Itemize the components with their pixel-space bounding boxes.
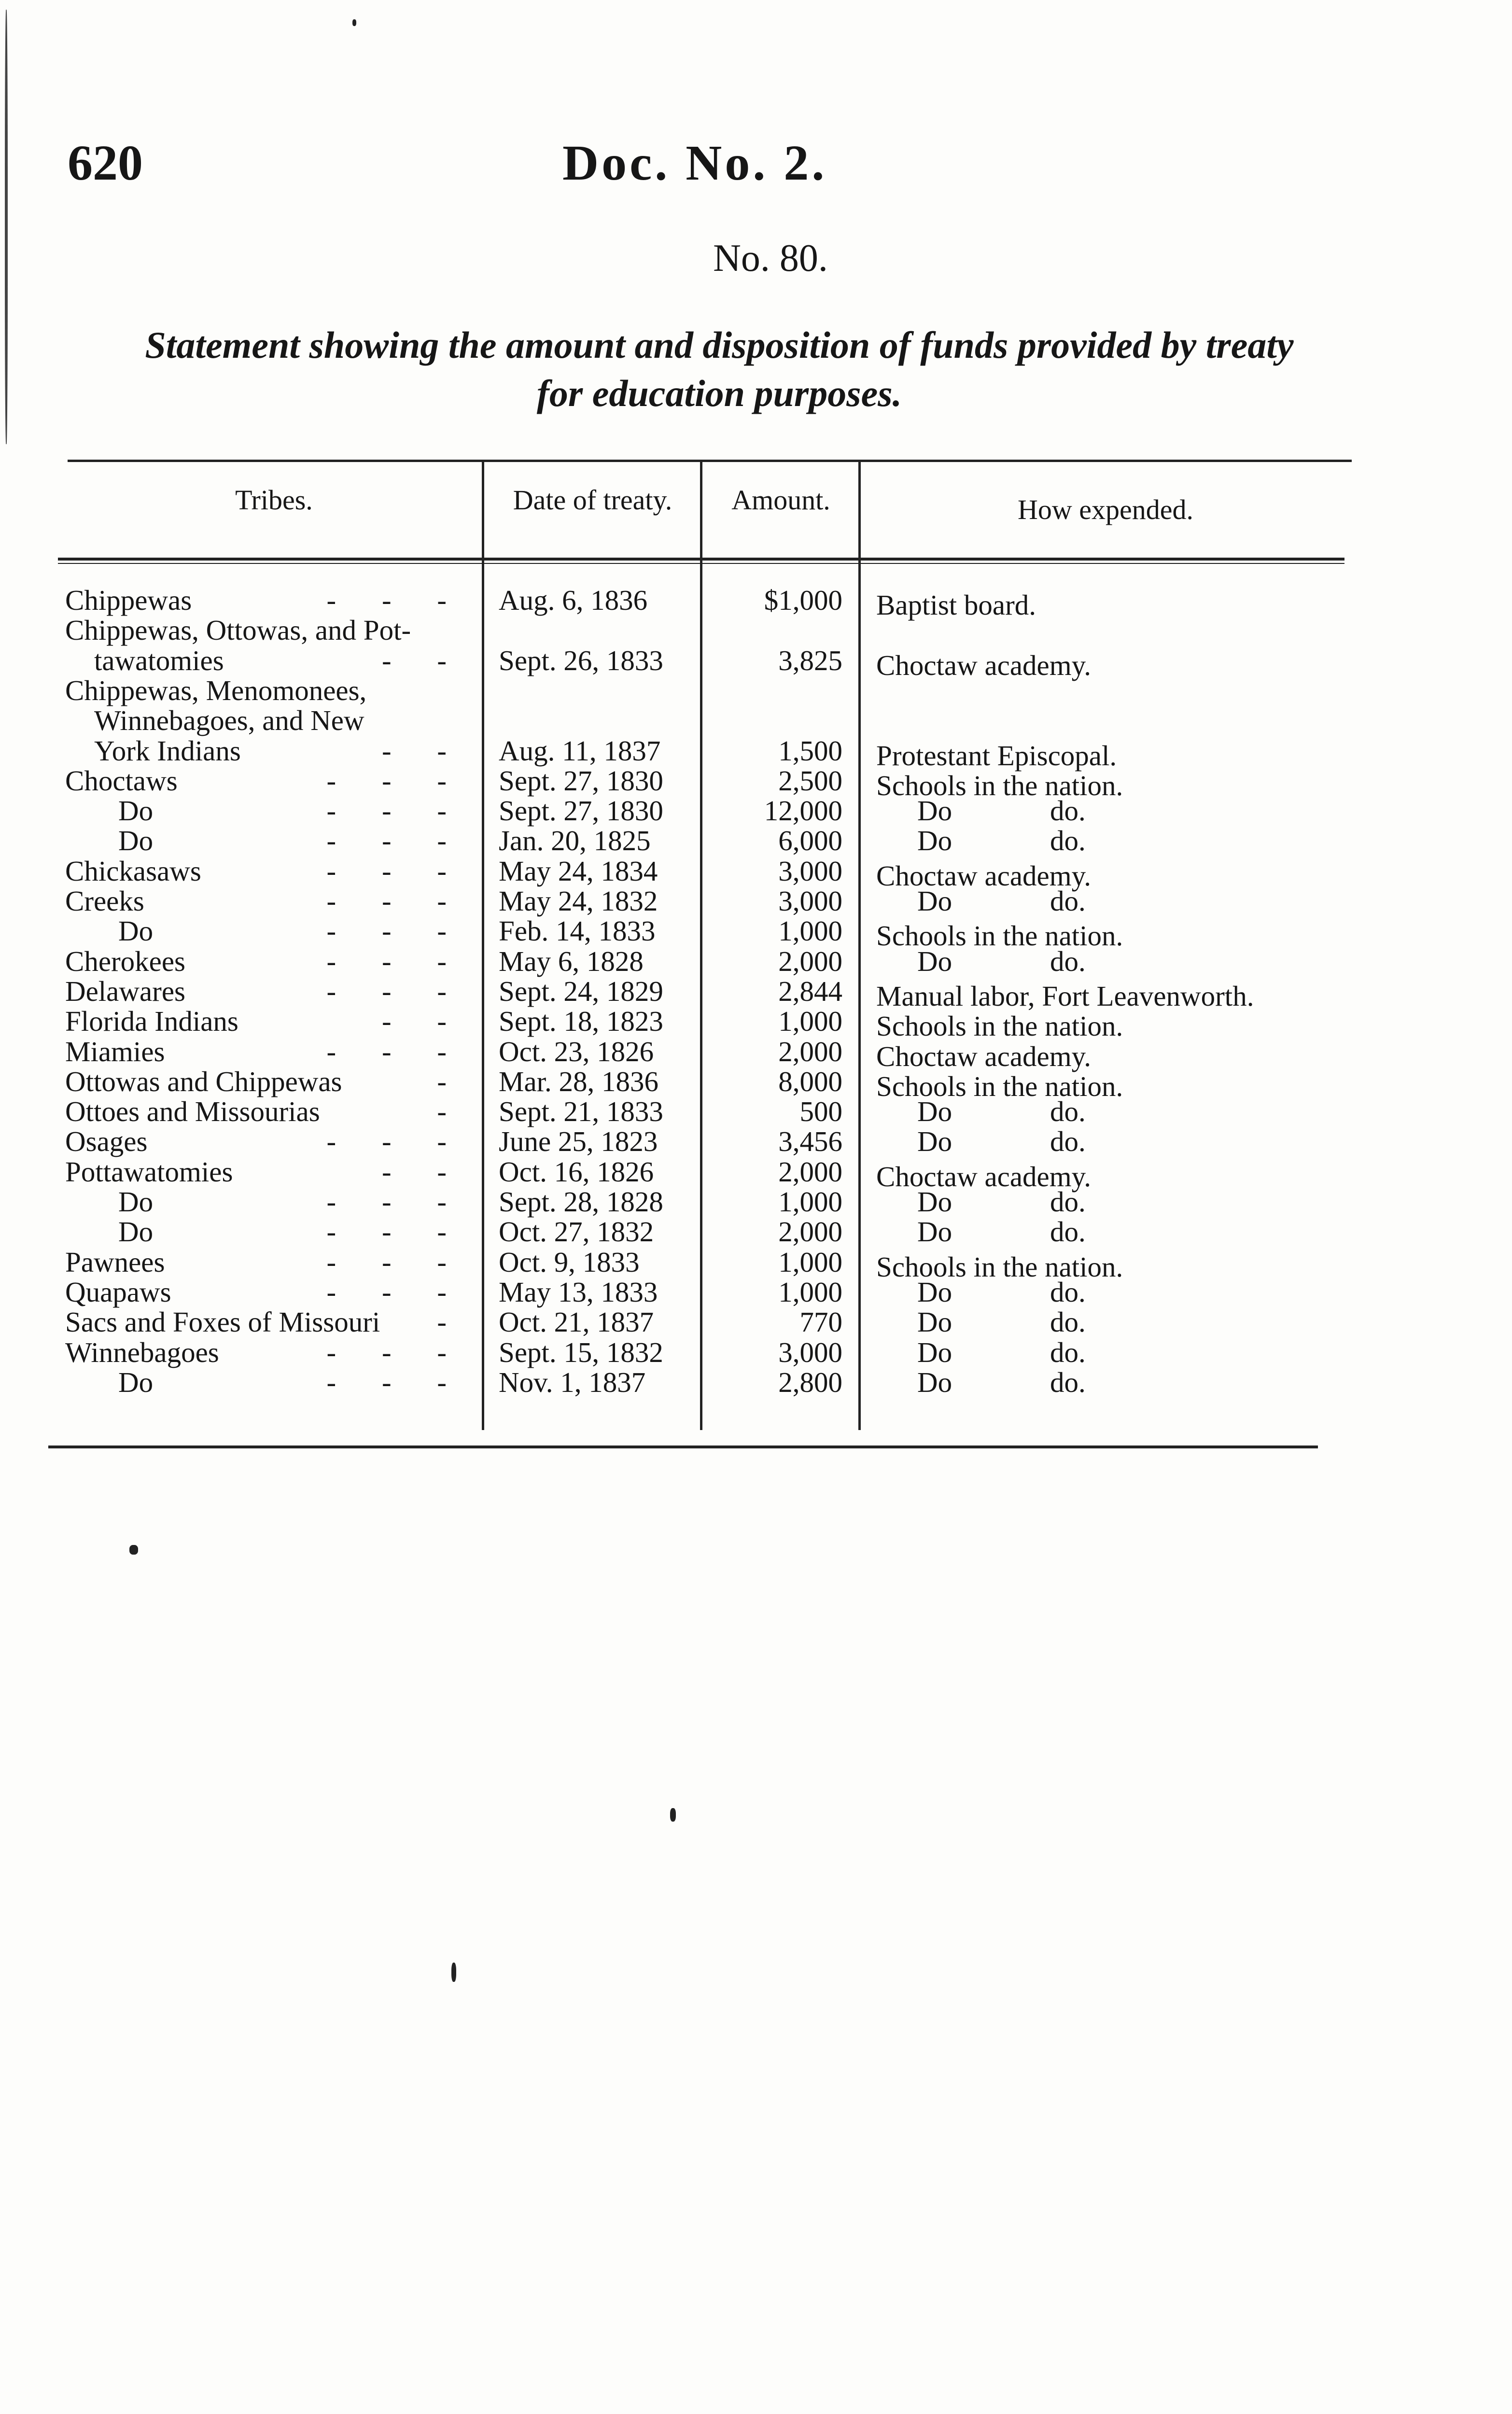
ink-speck: [670, 1808, 676, 1822]
how-expended-text: Baptist board.: [876, 589, 1036, 621]
how-expended-text: Do: [917, 1276, 952, 1308]
amount-value: 2,000: [778, 945, 842, 977]
tribe-name: Do: [118, 1216, 154, 1248]
how-expended-ditto: do.: [1050, 1366, 1086, 1398]
column-header-how-expended: How expended.: [1017, 494, 1193, 525]
how-expended-ditto: do.: [1050, 885, 1086, 917]
tribe-name: Sacs and Foxes of Missouri: [65, 1306, 380, 1338]
amount-value: 2,844: [778, 975, 842, 1007]
dash-leader: - - -: [326, 1035, 466, 1067]
ink-speck: [129, 1545, 138, 1555]
column-header-date: Date of treaty.: [513, 484, 672, 516]
tribe-name: Miamies: [65, 1035, 165, 1067]
treaty-date: Sept. 18, 1823: [499, 1005, 663, 1038]
dash-leader: - - -: [326, 1186, 466, 1218]
table-bottom-rule: [48, 1446, 1318, 1448]
treaty-date: May 24, 1834: [499, 855, 658, 887]
amount-value: 1,000: [778, 915, 842, 947]
column-header-tribes: Tribes.: [235, 484, 313, 516]
tribe-name: Pottawatomies: [65, 1155, 233, 1188]
how-expended: [876, 826, 1407, 856]
treaty-date: Sept. 28, 1828: [499, 1186, 663, 1218]
amount-value: 2,800: [778, 1366, 842, 1398]
amount-value: 1,000: [778, 1005, 842, 1038]
dash-leader: -: [437, 1095, 466, 1128]
tribe-name: Chippewas, Menomonees,: [65, 674, 367, 706]
amount-value: 6,000: [778, 825, 842, 857]
dash-leader: - - -: [326, 885, 466, 917]
amount-value: 2,000: [778, 1035, 842, 1067]
treaty-date: Sept. 27, 1830: [499, 795, 663, 827]
tribe-name: Chippewas: [65, 584, 192, 616]
amount-value: 1,000: [778, 1186, 842, 1218]
how-expended-ditto: do.: [1050, 1276, 1086, 1308]
tribe-name: Florida Indians: [65, 1005, 238, 1038]
tribe-name: Winnebagoes, and New: [94, 704, 364, 737]
ink-speck: [451, 1963, 456, 1982]
dash-leader: - - -: [326, 1125, 466, 1158]
how-expended: [876, 1277, 1407, 1307]
dash-leader: - - -: [326, 584, 466, 616]
how-expended: [876, 1217, 1407, 1247]
document-number: No. 80.: [713, 237, 828, 280]
how-expended-text: Do: [917, 825, 952, 857]
tribe-name: Pawnees: [65, 1246, 165, 1278]
how-expended-text: Manual labor, Fort Leavenworth.: [876, 980, 1254, 1012]
dash-leader: - - -: [326, 1366, 466, 1398]
amount-value: 3,000: [778, 1336, 842, 1368]
tribe-name: Ottowas and Chippewas: [65, 1065, 342, 1097]
caption-line-1: Statement showing the amount and disposition of funds provided by treaty: [145, 324, 1294, 366]
how-expended-text: Do: [917, 1306, 952, 1338]
how-expended-text: Choctaw academy.: [876, 1160, 1092, 1193]
treaty-date: May 24, 1832: [499, 885, 658, 917]
treaty-date: Sept. 27, 1830: [499, 764, 663, 797]
treaty-date: May 6, 1828: [499, 945, 644, 977]
amount-value: 500: [799, 1095, 842, 1128]
how-expended-ditto: do.: [1050, 1336, 1086, 1368]
how-expended-text: Schools in the nation.: [876, 1010, 1123, 1042]
tribe-name: Do: [118, 1366, 154, 1398]
how-expended-text: Protestant Episcopal.: [876, 739, 1117, 772]
how-expended: [876, 1307, 1407, 1337]
how-expended: [876, 1337, 1407, 1367]
treaty-date: Oct. 21, 1837: [499, 1306, 654, 1338]
amount-value: 12,000: [764, 795, 842, 827]
amount-value: 2,500: [778, 764, 842, 797]
how-expended: [876, 741, 1407, 771]
amount-value: 770: [799, 1306, 842, 1338]
ink-speck: [352, 19, 356, 26]
how-expended-text: Choctaw academy.: [876, 859, 1092, 892]
how-expended: [876, 796, 1407, 826]
tribe-name: Do: [118, 795, 154, 827]
how-expended-text: Do: [917, 885, 952, 917]
how-expended-text: Schools in the nation.: [876, 1070, 1123, 1102]
dash-leader: - - -: [326, 1276, 466, 1308]
how-expended-text: Choctaw academy.: [876, 649, 1092, 681]
how-expended-ditto: do.: [1050, 1216, 1086, 1248]
treaty-date: Aug. 6, 1836: [499, 584, 648, 616]
tribe-name: York Indians: [94, 734, 241, 767]
how-expended-ditto: do.: [1050, 1186, 1086, 1218]
how-expended: [876, 650, 1407, 680]
tribe-name: Do: [118, 915, 154, 947]
amount-value: 3,000: [778, 855, 842, 887]
amount-value: 1,000: [778, 1276, 842, 1308]
ink-speck: [5, 10, 8, 444]
column-divider-1: [482, 460, 484, 1430]
dash-leader: - -: [381, 644, 466, 676]
amount-value: $1,000: [764, 584, 842, 616]
tribe-name: Delawares: [65, 975, 185, 1007]
tribe-name: Cherokees: [65, 945, 186, 977]
dash-leader: - - -: [326, 855, 466, 887]
how-expended-text: Schools in the nation.: [876, 769, 1123, 801]
tribe-name: Creeks: [65, 885, 144, 917]
page-number: 620: [68, 135, 143, 191]
treaty-date: Oct. 23, 1826: [499, 1035, 654, 1067]
dash-leader: -: [437, 1306, 466, 1338]
amount-value: 3,825: [778, 644, 842, 676]
how-expended-text: Schools in the nation.: [876, 920, 1123, 952]
how-expended-ditto: do.: [1050, 1306, 1086, 1338]
column-divider-2: [700, 460, 702, 1430]
treaty-date: Oct. 27, 1832: [499, 1216, 654, 1248]
how-expended-text: Do: [917, 945, 952, 977]
dash-leader: - - -: [326, 945, 466, 977]
tribe-name: Chickasaws: [65, 855, 201, 887]
dash-leader: - - -: [326, 1246, 466, 1278]
amount-value: 3,000: [778, 885, 842, 917]
how-expended: [876, 1187, 1407, 1217]
how-expended-text: Do: [917, 1366, 952, 1398]
amount-value: 2,000: [778, 1216, 842, 1248]
tribe-name: Do: [118, 1186, 154, 1218]
how-expended: [876, 1126, 1407, 1156]
amount-value: 3,456: [778, 1125, 842, 1158]
how-expended-text: Do: [917, 1095, 952, 1128]
treaty-date: Sept. 21, 1833: [499, 1095, 663, 1128]
amount-value: 1,000: [778, 1246, 842, 1278]
how-expended-ditto: do.: [1050, 825, 1086, 857]
tribe-name: Osages: [65, 1125, 148, 1158]
tribe-name: Winnebagoes: [65, 1336, 219, 1368]
dash-leader: - - -: [326, 1336, 466, 1368]
treaty-date: Mar. 28, 1836: [499, 1065, 659, 1097]
how-expended-ditto: do.: [1050, 1095, 1086, 1128]
dash-leader: - - -: [326, 915, 466, 947]
how-expended: [876, 590, 1407, 620]
amount-value: 8,000: [778, 1065, 842, 1097]
treaty-date: June 25, 1823: [499, 1125, 658, 1158]
tribe-name: Ottoes and Missourias: [65, 1095, 320, 1128]
dash-leader: - -: [381, 1005, 466, 1038]
how-expended: [876, 981, 1407, 1011]
treaty-date: Sept. 24, 1829: [499, 975, 663, 1007]
tribe-name: Quapaws: [65, 1276, 171, 1308]
how-expended: [876, 1011, 1407, 1041]
tribe-name: Chippewas, Ottowas, and Pot-: [65, 614, 411, 646]
treaty-date: Jan. 20, 1825: [499, 825, 651, 857]
how-expended-ditto: do.: [1050, 945, 1086, 977]
how-expended-text: Do: [917, 1216, 952, 1248]
dash-leader: - - -: [326, 975, 466, 1007]
how-expended: [876, 1096, 1407, 1126]
treaty-date: Oct. 16, 1826: [499, 1155, 654, 1188]
caption-line-2: for education purposes.: [536, 372, 902, 414]
dash-leader: - - -: [326, 825, 466, 857]
dash-leader: - - -: [326, 795, 466, 827]
column-divider-3: [858, 460, 861, 1430]
dash-leader: -: [437, 1065, 466, 1097]
running-head: Doc. No. 2.: [562, 135, 827, 191]
how-expended-ditto: do.: [1050, 795, 1086, 827]
amount-value: 1,500: [778, 734, 842, 767]
treaty-date: Feb. 14, 1833: [499, 915, 656, 947]
treaty-date: May 13, 1833: [499, 1276, 658, 1308]
tribe-name: tawatomies: [94, 644, 224, 676]
how-expended-text: Schools in the nation.: [876, 1250, 1123, 1283]
how-expended: [876, 1041, 1407, 1071]
how-expended-text: Do: [917, 1186, 952, 1218]
tribe-name: Do: [118, 825, 154, 857]
treaty-date: Sept. 15, 1832: [499, 1336, 663, 1368]
amount-value: 2,000: [778, 1155, 842, 1188]
column-header-amount: Amount.: [731, 484, 830, 516]
table-top-rule: [68, 460, 1352, 462]
treaty-date: Sept. 26, 1833: [499, 644, 663, 676]
how-expended-text: Do: [917, 1125, 952, 1158]
dash-leader: - - -: [326, 1216, 466, 1248]
how-expended: [876, 946, 1407, 976]
how-expended-text: Do: [917, 795, 952, 827]
how-expended: [876, 1367, 1407, 1397]
how-expended-ditto: do.: [1050, 1125, 1086, 1158]
how-expended-text: Choctaw academy.: [876, 1040, 1092, 1072]
how-expended-text: Do: [917, 1336, 952, 1368]
tribe-name: Choctaws: [65, 764, 178, 797]
dash-leader: - -: [381, 1155, 466, 1188]
treaty-date: Nov. 1, 1837: [499, 1366, 646, 1398]
treaty-date: Oct. 9, 1833: [499, 1246, 640, 1278]
table-caption: [48, 321, 1390, 418]
how-expended: [876, 886, 1407, 916]
dash-leader: - -: [381, 734, 466, 767]
dash-leader: - - -: [326, 764, 466, 797]
treaty-date: Aug. 11, 1837: [499, 734, 661, 767]
